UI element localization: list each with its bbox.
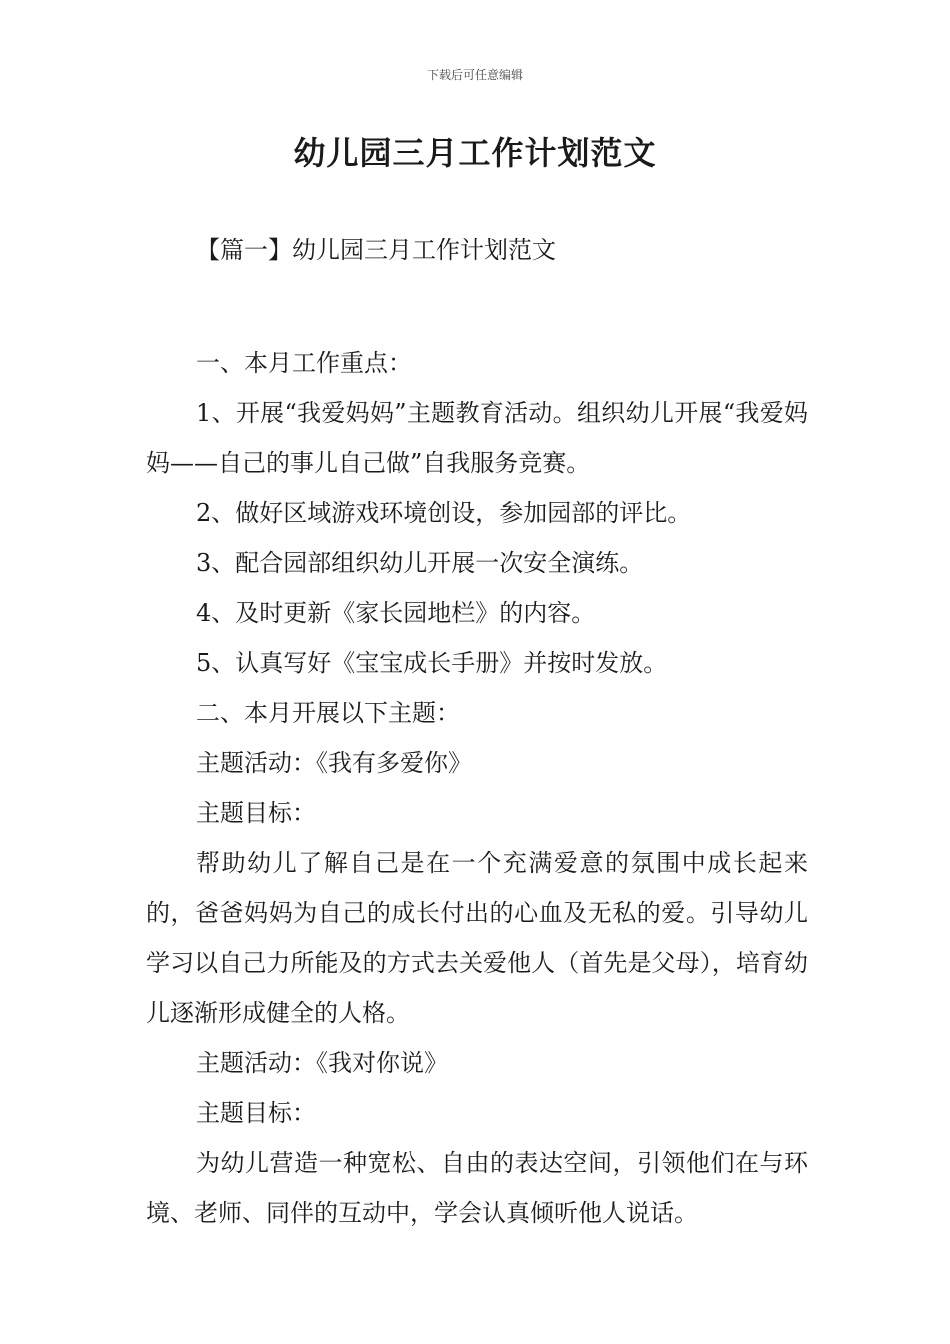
paragraph-heading-2: 二、本月开展以下主题： bbox=[196, 699, 460, 727]
paragraph-item-1: 1、开展“我爱妈妈”主题教育活动。组织幼儿开展“我爱妈妈——自己的事儿自己做”自我服务竞赛。 bbox=[146, 399, 808, 477]
header-note: 下载后可任意编辑 bbox=[426, 68, 523, 82]
document-body bbox=[146, 338, 808, 1238]
document-title: 幼儿园三月工作计划范文 bbox=[293, 134, 657, 172]
theme-activity-2: 主题活动：《我对你说》 bbox=[196, 1049, 448, 1077]
paragraph-heading-1: 一、本月工作重点： bbox=[196, 349, 412, 377]
theme-activity-1: 主题活动：《我有多爱你》 bbox=[196, 749, 472, 777]
paragraph-item-5: 5、认真写好《宝宝成长手册》并按时发放。 bbox=[196, 649, 668, 677]
section-title: 【篇一】幼儿园三月工作计划范文 bbox=[196, 236, 556, 264]
theme-goal-label-2: 主题目标： bbox=[196, 1099, 316, 1127]
paragraph-item-2: 2、做好区域游戏环境创设，参加园部的评比。 bbox=[196, 499, 692, 527]
theme-goal-text-2: 为幼儿营造一种宽松、自由的表达空间，引领他们在与环境、老师、同伴的互动中，学会认真倾听他人说话。 bbox=[146, 1149, 808, 1227]
theme-goal-text-1: 帮助幼儿了解自己是在一个充满爱意的氛围中成长起来的，爸爸妈妈为自己的成长付出的心血及无私的爱。引导幼儿学习以自己力所能及的方式去关爱他人（首先是父母），培育幼儿逐渐形成健全的人格。 bbox=[146, 849, 808, 1027]
theme-goal-label-1: 主题目标： bbox=[196, 799, 316, 827]
paragraph-item-4: 4、及时更新《家长园地栏》的内容。 bbox=[196, 599, 596, 627]
paragraph-item-3: 3、配合园部组织幼儿开展一次安全演练。 bbox=[196, 549, 644, 577]
